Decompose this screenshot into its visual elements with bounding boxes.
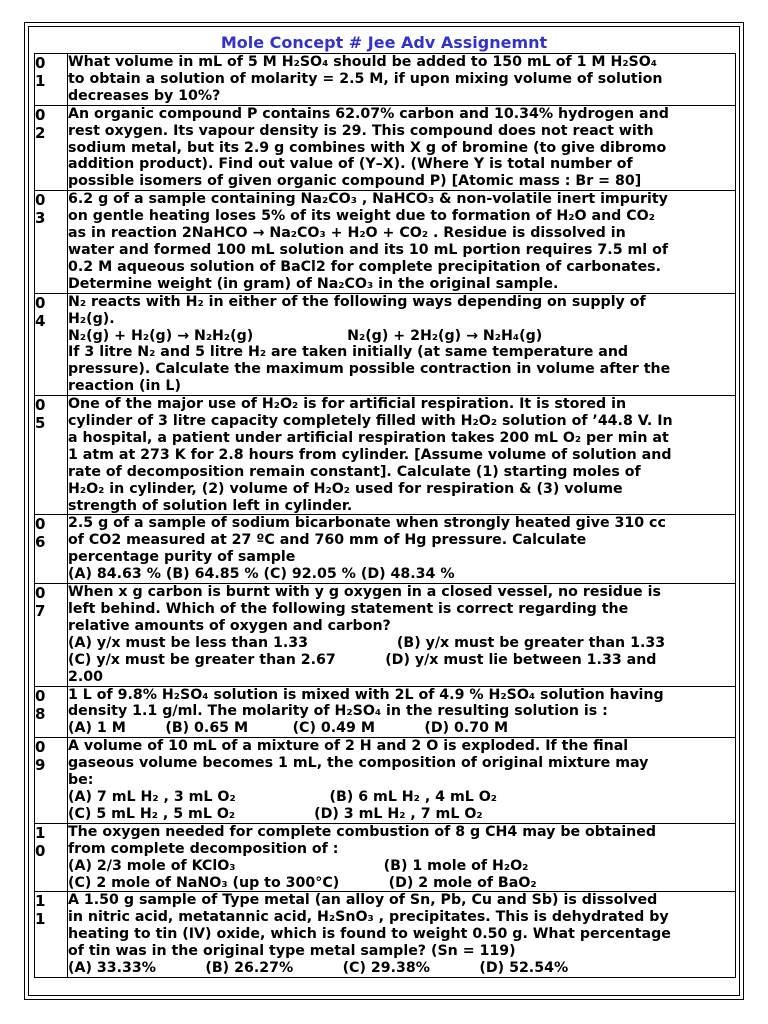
question-number-digit: 8	[35, 704, 46, 723]
question-line: 1 atm at 273 K for 2.8 hours from cylinder. [Assume volume of solution and	[68, 446, 672, 463]
question-line: What volume in mL of 5 M H₂SO₄ should be added to 150 mL of 1 M H₂SO₄	[68, 54, 658, 70]
question-number-digit: 0	[35, 396, 46, 415]
question-line: N₂ reacts with H₂ in either of the following ways depending on supply of	[68, 293, 646, 310]
question-row	[35, 54, 736, 106]
question-number-digit: 0	[35, 515, 46, 534]
question-text	[68, 738, 736, 824]
question-line: H₂O₂ in cylinder, (2) volume of H₂O₂ used for respiration & (3) volume	[68, 480, 623, 497]
question-line: addition product). Find out value of (Y–X). (Where Y is total number of	[68, 156, 633, 173]
question-number-digit: 6	[35, 533, 46, 552]
question-number-digit: 1	[35, 892, 46, 911]
question-line: 0.2 M aqueous solution of BaCl2 for complete precipitation of carbonates.	[68, 258, 662, 275]
question-line: reaction (in L)	[68, 378, 181, 395]
question-text	[68, 191, 736, 293]
question-line: rate of decomposition remain constant]. Calculate (1) starting moles of	[68, 463, 641, 480]
question-line: relative amounts of oxygen and carbon?	[68, 617, 391, 634]
question-line: in nitric acid, metatannic acid, H₂SnO₃ , precipitates. This is dehydrated by	[68, 909, 669, 926]
question-row	[35, 823, 736, 892]
question-line: When x g carbon is burnt with y g oxygen in a closed vessel, no residue is	[68, 584, 661, 601]
question-row	[35, 738, 736, 824]
question-text	[68, 293, 736, 395]
question-number	[35, 892, 68, 978]
question-line: (A) 2/3 mole of KClO₃ (B) 1 mole of H₂O₂	[68, 857, 529, 874]
question-number-digit: 0	[35, 54, 46, 72]
question-line: 2.5 g of a sample of sodium bicarbonate when strongly heated give 310 cc	[68, 515, 666, 532]
question-number-digit: 4	[35, 311, 46, 330]
question-number-digit: 0	[35, 105, 46, 124]
question-line: (A) y/x must be less than 1.33 (B) y/x must be greater than 1.33	[68, 634, 666, 651]
question-number	[35, 823, 68, 892]
question-line: decreases by 10%?	[68, 87, 221, 104]
question-line: left behind. Which of the following statement is correct regarding the	[68, 601, 629, 617]
question-line: The oxygen needed for complete combustion of 8 g CH4 may be obtained	[68, 823, 657, 840]
question-text	[68, 823, 736, 892]
question-line: from complete decomposition of :	[68, 840, 339, 857]
question-line: (A) 1 M (B) 0.65 M (C) 0.49 M (D) 0.70 M	[68, 720, 509, 737]
question-row	[35, 293, 736, 395]
question-number	[35, 584, 68, 686]
question-row	[35, 515, 736, 584]
question-line: be:	[68, 772, 94, 789]
question-number-digit: 0	[35, 738, 46, 757]
question-line: A 1.50 g sample of Type metal (an alloy of Sn, Pb, Cu and Sb) is dissolved	[68, 892, 658, 909]
question-number-digit: 7	[35, 602, 46, 621]
question-text	[68, 892, 736, 978]
question-line: cylinder of 3 litre capacity completely filled with H₂O₂ solution of ’44.8 V. In	[68, 413, 673, 430]
question-number-digit: 9	[35, 756, 46, 775]
question-line: of CO2 measured at 27 ºC and 760 mm of Hg pressure. Calculate	[68, 532, 587, 549]
question-line: (C) 5 mL H₂ , 5 mL O₂ (D) 3 mL H₂ , 7 mL O₂	[68, 805, 483, 822]
question-line: as in reaction 2NaHCO → Na₂CO₃ + H₂O + CO₂ . Residue is dissolved in	[68, 225, 626, 242]
question-number	[35, 515, 68, 584]
question-line: of tin was in the original type metal sample? (Sn = 119)	[68, 943, 516, 960]
question-line: to obtain a solution of molarity = 2.5 M, if upon mixing volume of solution	[68, 70, 663, 87]
question-number-digit: 0	[35, 293, 46, 312]
question-line: density 1.1 g/ml. The molarity of H₂SO₄ in the resulting solution is :	[68, 703, 608, 720]
question-line: (A) 84.63 % (B) 64.85 % (C) 92.05 % (D) 48.34 %	[68, 566, 455, 583]
question-line: pressure). Calculate the maximum possible contraction in volume after the	[68, 361, 671, 378]
question-number-digit: 1	[35, 823, 46, 842]
question-row	[35, 191, 736, 293]
question-line: H₂(g).	[68, 310, 115, 327]
question-line: a hospital, a patient under artificial respiration takes 200 mL O₂ per min at	[68, 429, 669, 446]
questions-table	[34, 53, 736, 978]
question-line: 1 L of 9.8% H₂SO₄ solution is mixed with 2L of 4.9 % H₂SO₄ solution having	[68, 686, 664, 703]
question-number	[35, 686, 68, 738]
question-number-digit: 1	[35, 910, 46, 929]
question-line: (A) 7 mL H₂ , 3 mL O₂ (B) 6 mL H₂ , 4 mL O₂	[68, 788, 498, 805]
question-line: (C) y/x must be greater than 2.67 (D) y/x must lie between 1.33 and	[68, 651, 657, 668]
question-line: heating to tin (IV) oxide, which is found to weight 0.50 g. What percentage	[68, 926, 671, 943]
question-number	[35, 191, 68, 293]
question-line: (C) 2 mole of NaNO₃ (up to 300°C) (D) 2 mole of BaO₂	[68, 874, 537, 891]
question-text	[68, 515, 736, 584]
question-number	[35, 54, 68, 106]
question-number-digit: 2	[35, 123, 46, 142]
question-row	[35, 686, 736, 738]
question-line: An organic compound P contains 62.07% carbon and 10.34% hydrogen and	[68, 105, 669, 122]
question-number-digit: 5	[35, 414, 46, 433]
question-line: gaseous volume becomes 1 mL, the composition of original mixture may	[68, 755, 649, 772]
question-number-digit: 0	[35, 686, 46, 705]
question-line: 6.2 g of a sample containing Na₂CO₃ , NaHCO₃ & non-volatile inert impurity	[68, 191, 668, 208]
question-line: rest oxygen. Its vapour density is 29. This compound does not react with	[68, 122, 654, 139]
question-number	[35, 396, 68, 515]
question-line: strength of solution left in cylinder.	[68, 497, 353, 514]
question-number-digit: 0	[35, 191, 46, 210]
question-text	[68, 54, 736, 106]
question-number-digit: 0	[35, 841, 46, 860]
question-row	[35, 892, 736, 978]
question-line: (A) 33.33% (B) 26.27% (C) 29.38% (D) 52.54%	[68, 960, 569, 977]
question-number-digit: 3	[35, 209, 46, 228]
question-line: Determine weight (in gram) of Na₂CO₃ in the original sample.	[68, 275, 559, 292]
question-line: One of the major use of H₂O₂ is for artificial respiration. It is stored in	[68, 396, 627, 413]
page-border-outer	[24, 22, 744, 1000]
question-line: on gentle heating loses 5% of its weight due to formation of H₂O and CO₂	[68, 208, 655, 225]
question-row	[35, 396, 736, 515]
question-number	[35, 738, 68, 824]
question-line: possible isomers of given organic compound P) [Atomic mass : Br = 80]	[68, 173, 642, 190]
question-line: water and formed 100 mL solution and its 10 mL portion requires 7.5 ml of	[68, 241, 669, 258]
question-row	[35, 584, 736, 686]
question-line: A volume of 10 mL of a mixture of 2 H and 2 O is exploded. If the final	[68, 738, 629, 755]
question-line: N₂(g) + H₂(g) → N₂H₂(g) N₂(g) + 2H₂(g) → N₂H₄(g)	[68, 327, 543, 344]
question-number	[35, 293, 68, 395]
question-text	[68, 686, 736, 738]
question-number	[35, 105, 68, 191]
question-text	[68, 396, 736, 515]
question-line: percentage purity of sample	[68, 549, 296, 566]
question-line: sodium metal, but its 2.9 g combines with X g of bromine (to give dibromo	[68, 139, 667, 156]
question-number-digit: 1	[35, 72, 46, 90]
page-title: Mole Concept # Jee Adv Assignemnt	[220, 33, 548, 52]
question-number-digit: 0	[35, 584, 46, 603]
question-row	[35, 105, 736, 191]
question-line: 2.00	[68, 668, 104, 685]
questions-body	[35, 54, 736, 978]
question-line: If 3 litre N₂ and 5 litre H₂ are taken initially (at same temperature and	[68, 344, 629, 361]
question-text	[68, 584, 736, 686]
question-text	[68, 105, 736, 191]
